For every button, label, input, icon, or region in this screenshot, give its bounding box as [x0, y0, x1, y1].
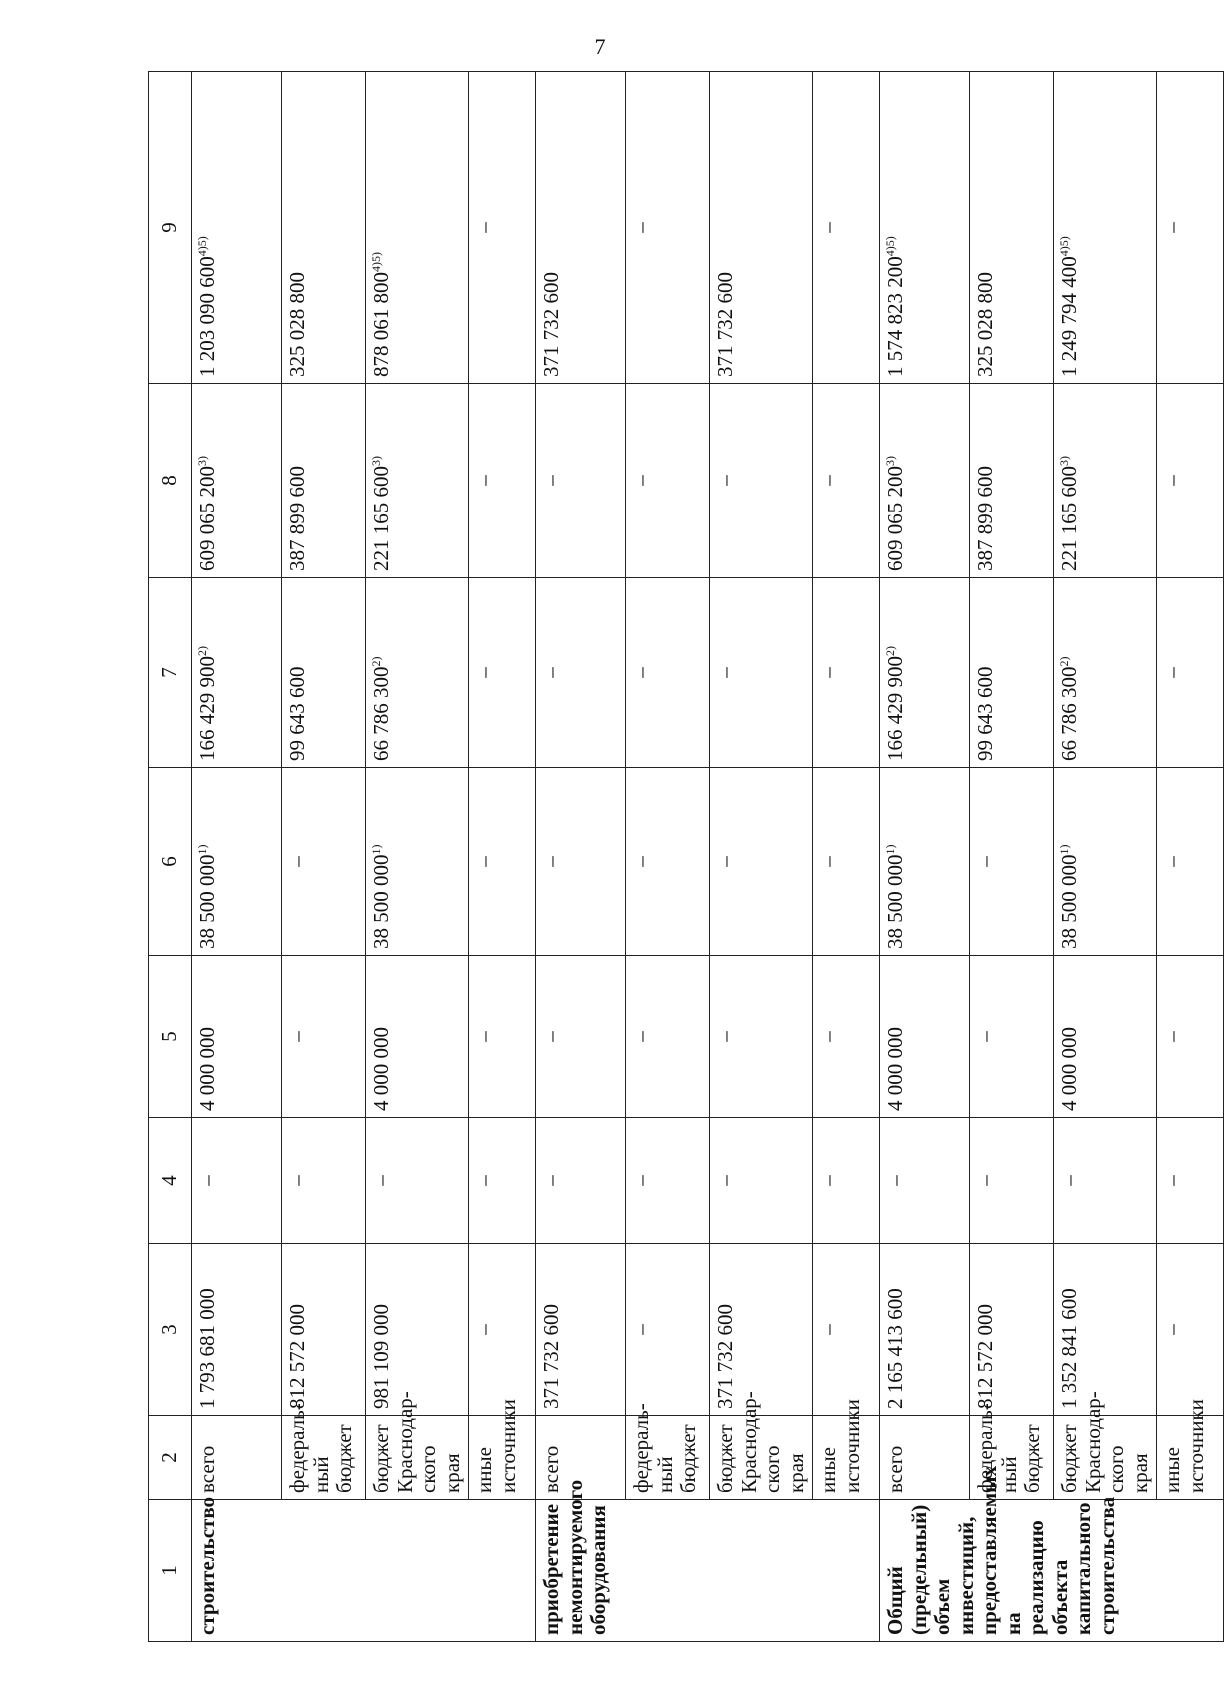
value-text: – [629, 475, 654, 486]
table-row [282, 72, 366, 1642]
value-cell [626, 578, 710, 768]
value-cell [469, 1118, 536, 1244]
group-name-cell: строительство [192, 1500, 536, 1642]
funding-source-cell: иные источники [813, 1416, 880, 1500]
value-cell [469, 578, 536, 768]
footnote-mark: 4)5) [1057, 236, 1072, 257]
value-text: – [539, 475, 564, 486]
footnote-mark: 2) [195, 646, 209, 656]
value-cell [710, 768, 813, 956]
value-text: 38 500 000 [195, 854, 219, 949]
footnote-mark: 4)5) [883, 236, 898, 257]
value-cell [1054, 384, 1157, 578]
value-cell [192, 1118, 282, 1244]
value-text: – [539, 1031, 564, 1042]
value-cell [880, 1118, 970, 1244]
value-cell [970, 1244, 1054, 1416]
value-cell [1054, 1244, 1157, 1416]
value-cell [366, 768, 469, 956]
funding-source-cell: всего [880, 1416, 970, 1500]
value-cell [282, 956, 366, 1118]
column-number: 1 [149, 1500, 192, 1642]
value-text: – [629, 1175, 654, 1186]
value-cell [813, 1118, 880, 1244]
column-number: 8 [149, 384, 192, 578]
funding-source-cell: федераль-ный бюджет [626, 1416, 710, 1500]
value-cell [366, 578, 469, 768]
value-text: 38 500 000 [369, 854, 393, 949]
value-text: – [816, 475, 841, 486]
column-number: 9 [149, 72, 192, 384]
value-cell [626, 956, 710, 1118]
value-text: – [472, 1324, 497, 1335]
value-cell [1054, 956, 1157, 1118]
funding-source-cell: иные источники [469, 1416, 536, 1500]
value-cell [626, 384, 710, 578]
value-text: 371 732 600 [539, 1304, 564, 1409]
funding-source-cell: иные источники [1157, 1416, 1224, 1500]
value-cell [469, 956, 536, 1118]
footnote-mark: 3) [195, 456, 209, 466]
value-text: 221 165 600 [369, 466, 393, 571]
value-cell [710, 578, 813, 768]
value-text: 371 732 600 [713, 1304, 738, 1409]
table-row [970, 72, 1054, 1642]
funding-source-cell: федераль-ный бюджет [282, 1416, 366, 1500]
value-text: 4 000 000 [1057, 1027, 1082, 1111]
value-text: 1 574 823 200 [883, 256, 908, 377]
value-text: – [973, 1031, 998, 1042]
value-text: – [1160, 1324, 1185, 1335]
value-text: 1 793 681 000 [195, 1288, 219, 1409]
column-number: 7 [149, 578, 192, 768]
value-cell [192, 72, 282, 384]
value-text: 38 500 000 [883, 854, 908, 949]
value-cell [970, 768, 1054, 956]
table-row [880, 72, 970, 1642]
value-cell [970, 578, 1054, 768]
value-text: – [1160, 475, 1185, 486]
value-cell [1157, 956, 1224, 1118]
value-cell [880, 578, 970, 768]
value-cell [282, 768, 366, 956]
value-text: 4 000 000 [883, 1027, 908, 1111]
value-text: – [973, 1175, 998, 1186]
value-cell [366, 1118, 469, 1244]
value-cell [1157, 768, 1224, 956]
value-text: – [973, 856, 998, 867]
value-text: – [816, 222, 841, 233]
value-text: 4 000 000 [195, 1027, 219, 1111]
value-cell [1054, 578, 1157, 768]
value-text: – [195, 1175, 219, 1186]
value-text: – [816, 1031, 841, 1042]
value-cell [813, 578, 880, 768]
value-cell [536, 768, 626, 956]
footnote-mark: 1) [369, 844, 383, 855]
funding-source-cell: всего [536, 1416, 626, 1500]
value-text: 1 203 090 600 [195, 256, 219, 377]
header-row [149, 72, 192, 1642]
value-text: – [629, 1324, 654, 1335]
value-cell [536, 1244, 626, 1416]
column-number: 3 [149, 1244, 192, 1416]
value-text: – [713, 1031, 738, 1042]
value-text: – [1160, 222, 1185, 233]
value-cell [970, 956, 1054, 1118]
value-text: 99 643 600 [285, 666, 309, 761]
value-cell [1054, 768, 1157, 956]
value-text: – [472, 856, 497, 867]
value-text: 1 249 794 400 [1057, 256, 1082, 377]
value-cell [626, 72, 710, 384]
column-number: 6 [149, 768, 192, 956]
group-name-cell: Общий (предельный) объем инвестиций, предоставляемых на реализацию объекта капитального строительства [880, 1500, 1224, 1642]
value-cell [282, 384, 366, 578]
footnote-mark: 3) [883, 456, 898, 466]
value-text: – [713, 1175, 738, 1186]
value-text: 66 786 300 [1057, 666, 1082, 761]
value-cell [880, 384, 970, 578]
footnote-mark: 2) [883, 646, 898, 656]
value-text: – [816, 667, 841, 678]
value-text: 325 028 800 [285, 272, 309, 377]
value-cell [880, 72, 970, 384]
value-text: – [816, 1324, 841, 1335]
footnote-mark: 2) [369, 656, 383, 667]
value-text: – [629, 222, 654, 233]
value-cell [192, 578, 282, 768]
value-cell [536, 578, 626, 768]
value-cell [469, 1244, 536, 1416]
value-cell [1157, 578, 1224, 768]
value-cell [469, 768, 536, 956]
table-row [469, 72, 536, 1642]
value-cell [710, 956, 813, 1118]
rotated-table-container [148, 72, 1208, 1642]
value-text: 812 572 000 [285, 1304, 309, 1409]
value-text: 981 109 000 [369, 1304, 393, 1409]
table-row [366, 72, 469, 1642]
value-text: – [629, 1031, 654, 1042]
value-cell [880, 1244, 970, 1416]
value-text: 38 500 000 [1057, 854, 1082, 949]
value-cell [1157, 1118, 1224, 1244]
table-row [626, 72, 710, 1642]
table-row [1054, 72, 1157, 1642]
column-number: 5 [149, 956, 192, 1118]
value-text: – [713, 667, 738, 678]
value-text: 609 065 200 [195, 466, 219, 571]
value-text: 166 429 900 [883, 656, 908, 761]
value-text: – [472, 475, 497, 486]
value-text: – [1057, 1175, 1082, 1186]
value-text: 4 000 000 [369, 1027, 393, 1111]
column-number: 2 [149, 1416, 192, 1500]
value-cell [366, 72, 469, 384]
value-text: – [1160, 856, 1185, 867]
footnote-mark: 1) [1057, 844, 1072, 855]
value-text: 371 732 600 [539, 272, 564, 377]
footnote-mark: 1) [883, 844, 898, 855]
value-text: 221 165 600 [1057, 466, 1082, 571]
value-cell [710, 1118, 813, 1244]
value-text: 1 352 841 600 [1057, 1288, 1082, 1409]
value-cell [710, 384, 813, 578]
page-number: 7 [594, 34, 606, 59]
table-row [192, 72, 282, 1642]
value-cell [813, 768, 880, 956]
value-text: 812 572 000 [973, 1304, 998, 1409]
footnote-mark: 4)5) [195, 236, 209, 257]
value-text: – [285, 1175, 309, 1186]
investment-table [148, 71, 1224, 1642]
value-text: – [285, 856, 309, 867]
value-text: – [816, 1175, 841, 1186]
value-cell [192, 384, 282, 578]
value-text: – [629, 667, 654, 678]
value-text: 2 165 413 600 [883, 1288, 908, 1409]
value-cell [1054, 72, 1157, 384]
funding-source-cell: бюджет Краснодар-ского края [1054, 1416, 1157, 1500]
value-text: – [472, 1031, 497, 1042]
value-cell [970, 1118, 1054, 1244]
value-cell [970, 384, 1054, 578]
value-cell [192, 1244, 282, 1416]
value-cell [366, 956, 469, 1118]
value-text: – [883, 1175, 908, 1186]
value-text: – [1160, 1175, 1185, 1186]
value-cell [813, 384, 880, 578]
value-text: – [1160, 1031, 1185, 1042]
value-text: – [369, 1175, 393, 1186]
table-row [710, 72, 813, 1642]
value-text: – [713, 856, 738, 867]
footnote-mark: 2) [1057, 656, 1072, 667]
value-text: – [472, 1175, 497, 1186]
value-cell [626, 1118, 710, 1244]
value-text: 387 899 600 [973, 466, 998, 571]
value-text: – [713, 475, 738, 486]
value-cell [970, 72, 1054, 384]
value-cell [366, 384, 469, 578]
value-text: – [472, 667, 497, 678]
value-text: – [539, 667, 564, 678]
value-cell [536, 956, 626, 1118]
value-cell [192, 768, 282, 956]
value-cell [1157, 1244, 1224, 1416]
value-text: 99 643 600 [973, 666, 998, 761]
table-row [813, 72, 880, 1642]
value-text: – [539, 1175, 564, 1186]
value-cell [1157, 72, 1224, 384]
value-cell [536, 1118, 626, 1244]
funding-source-cell: федераль-ный бюджет [970, 1416, 1054, 1500]
funding-source-cell: бюджет Краснодар-ского края [366, 1416, 469, 1500]
value-cell [282, 1244, 366, 1416]
value-text: 387 899 600 [285, 466, 309, 571]
column-number: 4 [149, 1118, 192, 1244]
value-text: – [629, 856, 654, 867]
value-text: 371 732 600 [713, 272, 738, 377]
value-cell [1157, 384, 1224, 578]
value-cell [469, 72, 536, 384]
value-text: 166 429 900 [195, 656, 219, 761]
value-text: 325 028 800 [973, 272, 998, 377]
value-text: – [539, 856, 564, 867]
value-text: 878 061 800 [369, 272, 393, 377]
footnote-mark: 4)5) [369, 252, 383, 272]
value-text: – [1160, 667, 1185, 678]
value-cell [880, 768, 970, 956]
table-row [536, 72, 626, 1642]
value-cell [1054, 1118, 1157, 1244]
value-cell [626, 1244, 710, 1416]
value-cell [536, 72, 626, 384]
value-cell [880, 956, 970, 1118]
value-text: 609 065 200 [883, 466, 908, 571]
value-text: 66 786 300 [369, 666, 393, 761]
value-cell [813, 72, 880, 384]
funding-source-cell: бюджет Краснодар-ского края [710, 1416, 813, 1500]
value-cell [813, 1244, 880, 1416]
value-text: – [472, 222, 497, 233]
value-cell [813, 956, 880, 1118]
table-row [1157, 72, 1224, 1642]
value-text: – [816, 856, 841, 867]
value-text: – [285, 1031, 309, 1042]
value-cell [710, 1244, 813, 1416]
footnote-mark: 3) [369, 456, 383, 466]
value-cell [626, 768, 710, 956]
value-cell [282, 72, 366, 384]
value-cell [366, 1244, 469, 1416]
value-cell [710, 72, 813, 384]
value-cell [469, 384, 536, 578]
value-cell [536, 384, 626, 578]
value-cell [282, 1118, 366, 1244]
footnote-mark: 3) [1057, 456, 1072, 466]
value-cell [192, 956, 282, 1118]
funding-source-cell: всего [192, 1416, 282, 1500]
value-cell [282, 578, 366, 768]
footnote-mark: 1) [195, 844, 209, 855]
group-name-cell: приобретение немонтируемого оборудования [536, 1500, 880, 1642]
